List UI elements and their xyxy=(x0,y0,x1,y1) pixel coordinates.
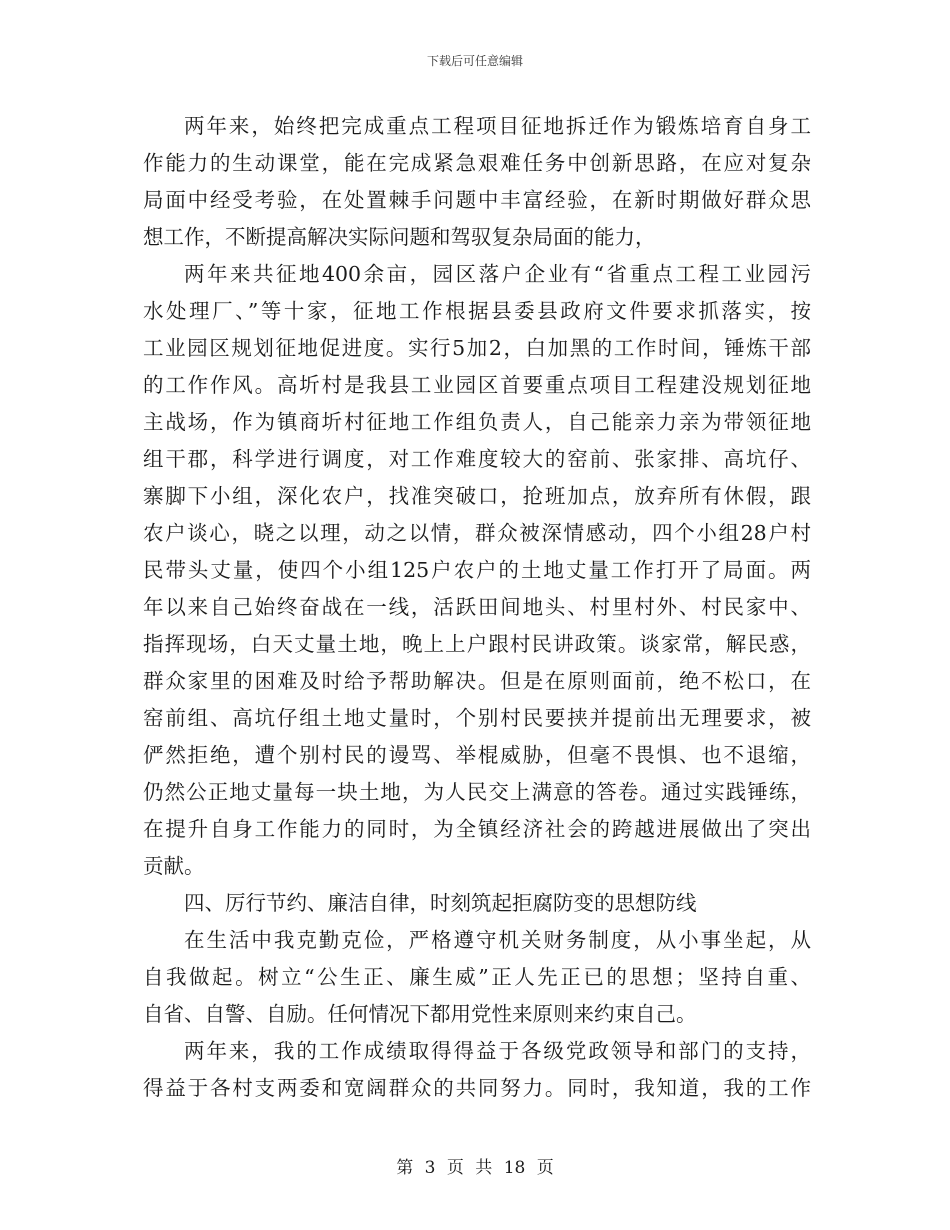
text-line: 仍然公正地丈量每一块土地，为人民交上满意的答卷。通过实践锤练， xyxy=(143,780,811,804)
text-line: 俨然拒绝，遭个别村民的谩骂、举棍威胁，但毫不畏惧、也不退缩， xyxy=(143,743,811,767)
text-line: 窑前组、高坑仔组土地丈量时，个别村民要挟并提前出无理要求，被 xyxy=(143,706,811,730)
text-line: 在生活中我克勤克俭，严格遵守机关财务制度，从小事坐起，从 xyxy=(184,928,811,952)
text-line: 主战场，作为镇商圻村征地工作组负责人，自己能亲力亲为带领征地 xyxy=(143,410,811,434)
text-line: 想工作，不断提高解决实际问题和驾驭复杂局面的能力， xyxy=(143,225,656,249)
text-line: 作能力的生动课堂，能在完成紧急艰难任务中创新思路，在应对复杂 xyxy=(143,151,811,175)
text-line: 两年来共征地400余亩，园区落户企业有“省重点工程工业园污 xyxy=(184,262,811,286)
text-line: 的工作作风。高圻村是我县工业园区首要重点项目工程建没规划征地 xyxy=(143,373,811,397)
text-line: 贡献。 xyxy=(143,854,205,878)
text-line: 群众家里的困难及时给予帮助解决。但是在原则面前，绝不松口，在 xyxy=(143,669,811,693)
header-note: 下载后可任意编辑 xyxy=(426,54,523,68)
text-line: 自省、自警、自励。任何情况下都用党性来原则来约束自己。 xyxy=(143,1002,697,1026)
text-line: 两年来，我的工作成绩取得得益于各级党政领导和部门的支持， xyxy=(184,1039,811,1063)
text-line: 水处理厂、”等十家，征地工作根据县委县政府文件要求抓落实，按 xyxy=(143,299,811,323)
text-line: 民带头丈量，使四个小组125户农户的土地丈量工作打开了局面。两 xyxy=(143,558,811,582)
text-line: 寨脚下小组，深化农户，找准突破口，抢班加点，放弃所有休假，跟 xyxy=(143,484,811,508)
body-text xyxy=(143,108,811,1107)
text-line: 得益于各村支两委和宽阔群众的共同努力。同时，我知道，我的工作 xyxy=(143,1076,811,1100)
page-footer: 第 3 页 共 18 页 xyxy=(396,1158,554,1178)
text-line: 局面中经受考验，在处置棘手问题中丰富经验，在新时期做好群众思 xyxy=(143,188,811,212)
text-line: 两年来，始终把完成重点工程项目征地拆迁作为锻炼培育自身工 xyxy=(184,114,811,138)
text-line: 指挥现场，白天丈量土地，晚上上户跟村民讲政策。谈家常，解民惑， xyxy=(143,632,811,656)
text-line: 工业园区规划征地促进度。实行5加2，白加黑的工作时间，锤炼干部 xyxy=(143,336,811,360)
text-line: 四、厉行节约、廉洁自律，时刻筑起拒腐防变的思想防线 xyxy=(184,891,697,915)
text-line: 在提升自身工作能力的同时，为全镇经济社会的跨越进展做出了突出 xyxy=(143,817,811,841)
text-line: 农户谈心，晓之以理，动之以情，群众被深情感动，四个小组28户村 xyxy=(143,521,811,545)
text-line: 年以来自己始终奋战在一线，活跃田间地头、村里村外、村民家中、 xyxy=(143,595,811,619)
text-line: 自我做起。树立“公生正、廉生威”正人先正已的思想；坚持自重、 xyxy=(143,965,811,989)
text-line: 组干郡，科学进行调度，对工作难度较大的窑前、张家排、高坑仔、 xyxy=(143,447,811,471)
